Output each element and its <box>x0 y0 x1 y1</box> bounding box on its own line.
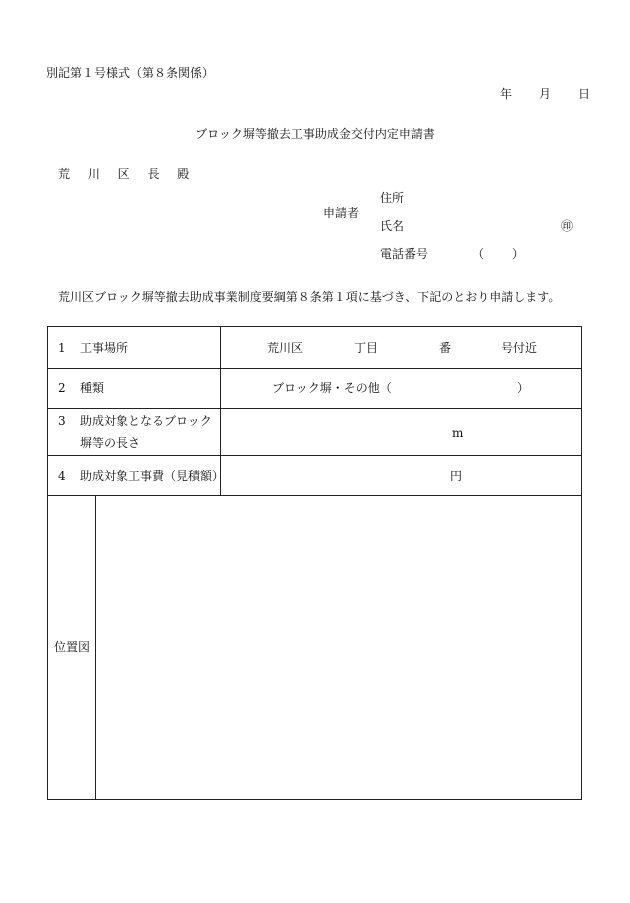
date-row <box>500 88 590 100</box>
location-ward[interactable]: 荒川区 <box>267 341 304 355</box>
row-divider <box>48 368 581 369</box>
name-label: 氏名 <box>380 219 405 233</box>
date-year-label: 年 <box>500 87 513 101</box>
length-unit[interactable]: m <box>452 426 464 440</box>
row-divider <box>48 455 581 456</box>
wall-type-options[interactable]: ブロック塀・その他（ <box>272 381 392 395</box>
application-table <box>47 326 582 800</box>
document-title: ブロック塀等撤去工事助成金交付内定申請書 <box>195 127 435 141</box>
addressee: 荒 川 区 長 殿 <box>58 167 197 181</box>
date-month-label: 月 <box>538 87 551 101</box>
phone-paren-open: （ <box>472 247 485 261</box>
form-number-label: 別記第１号様式（第８条関係） <box>46 66 215 80</box>
row-divider <box>48 408 581 409</box>
location-chome[interactable]: 丁目 <box>354 341 379 355</box>
row-label: 工事場所 <box>80 341 129 355</box>
location-ban[interactable]: 番 <box>439 341 452 355</box>
row-number: 1 <box>58 341 66 355</box>
application-statement: 荒川区ブロック塀等撤去助成事業制度要綱第８条第１項に基づき、下記のとおり申請します。 <box>58 290 561 304</box>
date-day-label: 日 <box>577 87 590 101</box>
applicant-label: 申請者 <box>323 206 360 220</box>
row-number: 2 <box>58 381 66 395</box>
row-label-line1: 助成対象となるブロック <box>80 414 212 428</box>
row-number: 3 <box>58 414 66 428</box>
row-label: 種類 <box>80 381 105 395</box>
map-label: 位置図 <box>54 640 91 654</box>
row-label: 助成対象工事費（見積額） <box>80 469 225 483</box>
wall-type-paren-close: ） <box>517 381 530 395</box>
phone-label: 電話番号 <box>380 247 429 261</box>
phone-paren-close: ） <box>512 247 525 261</box>
seal-icon: ㊞ <box>561 219 574 233</box>
address-label: 住所 <box>380 191 405 205</box>
location-go[interactable]: 号付近 <box>501 341 538 355</box>
location-map-area[interactable] <box>96 496 581 799</box>
cost-unit[interactable]: 円 <box>450 469 463 483</box>
row-label-line2: 塀等の長さ <box>80 436 141 450</box>
row-number: 4 <box>58 469 66 483</box>
